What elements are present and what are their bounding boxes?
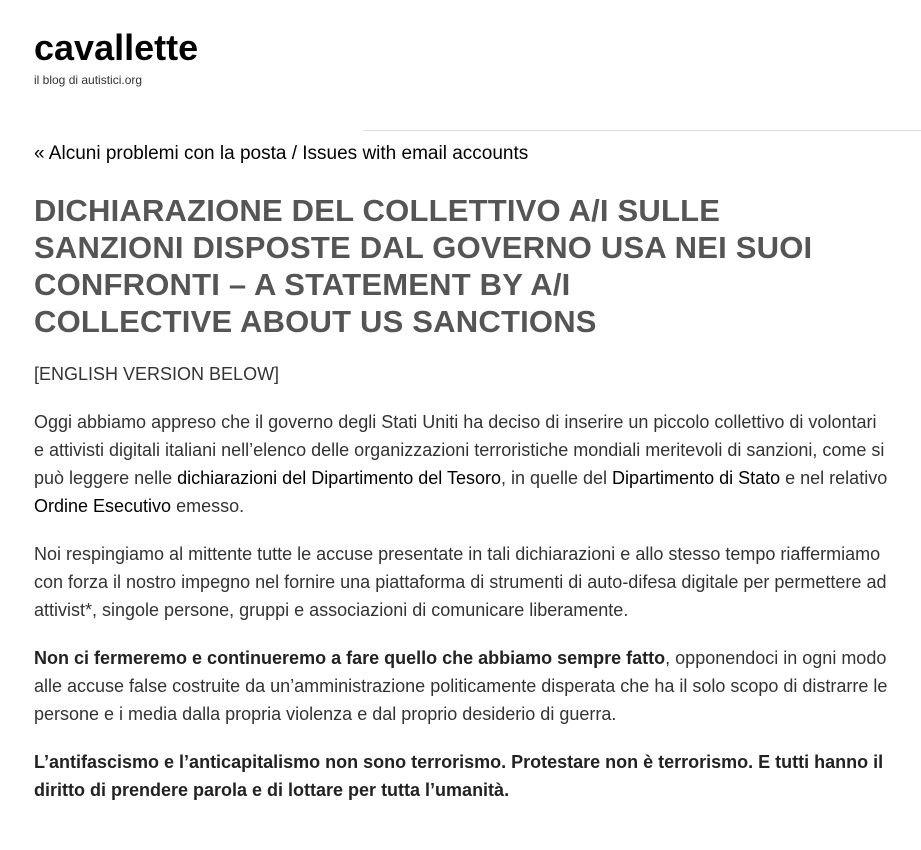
post-content — [34, 360, 890, 824]
paragraph-commitment — [34, 644, 890, 728]
bold-statement: Non ci fermeremo e continueremo a fare quello che abbiamo sempre fatto — [34, 648, 666, 668]
paragraph-text: , opponendoci in ogni modo alle accuse false costruite da un’amministrazione politicamente disperata che ha il solo scopo di distrarre le persone e i media dalla propria violenza e dal proprio desiderio di guerra. — [34, 648, 888, 724]
site-title-link[interactable]: cavallette — [34, 27, 199, 68]
paragraph-antifascism — [34, 748, 890, 804]
header-divider — [363, 130, 921, 131]
state-department-link[interactable]: Dipartimento di Stato — [612, 468, 781, 488]
treasury-statement-link[interactable]: dichiarazioni del Dipartimento del Tesoro — [177, 468, 501, 488]
post-title-line: CONFRONTI – A STATEMENT BY A/I — [34, 267, 571, 302]
post-title — [34, 192, 854, 340]
paragraph-text: , in quelle del — [500, 468, 613, 488]
post-title-line: SANZIONI DISPOSTE DAL GOVERNO USA NEI SUOI — [34, 230, 813, 265]
paragraph-text: emesso. — [171, 496, 245, 516]
paragraph-text: e nel relativo — [780, 468, 888, 488]
previous-post-link[interactable]: « Alcuni problemi con la posta / Issues with email accounts — [34, 143, 529, 164]
site-description: il blog di autistici.org — [34, 73, 143, 87]
paragraph-text: Oggi abbiamo appreso che il governo degli Stati Uniti ha deciso di inserire un piccolo collettivo di volontari e attivisti digitali italiani nell’elenco delle organizzazioni terroristiche mondiali meritevoli di sanzioni, come si può leggere nelle — [34, 412, 885, 488]
paragraph-rejection: Noi respingiamo al mittente tutte le accuse presentate in tali dichiarazioni e allo stesso tempo riaffermiamo con forza il nostro impegno nel fornire una piattaforma di strumenti di auto-difesa digitale per permettere ad attivist*, singole persone, gruppi e associazioni di comunicare liberamente. — [34, 544, 887, 620]
viewport-bottom-edge — [0, 846, 921, 850]
english-version-note: [ENGLISH VERSION BELOW] — [34, 364, 280, 384]
executive-order-link[interactable]: Ordine Esecutivo — [34, 496, 172, 516]
post-title-line: COLLECTIVE ABOUT US SANCTIONS — [34, 304, 597, 339]
bold-statement: L’antifascismo e l’anticapitalismo non sono terrorismo. Protestare non è terrorismo. E tutti hanno il diritto di prendere parola e di lottare per tutta l’umanità. — [34, 752, 884, 800]
post-title-line: DICHIARAZIONE DEL COLLETTIVO A/I SULLE — [34, 193, 721, 228]
paragraph-intro — [34, 408, 890, 520]
